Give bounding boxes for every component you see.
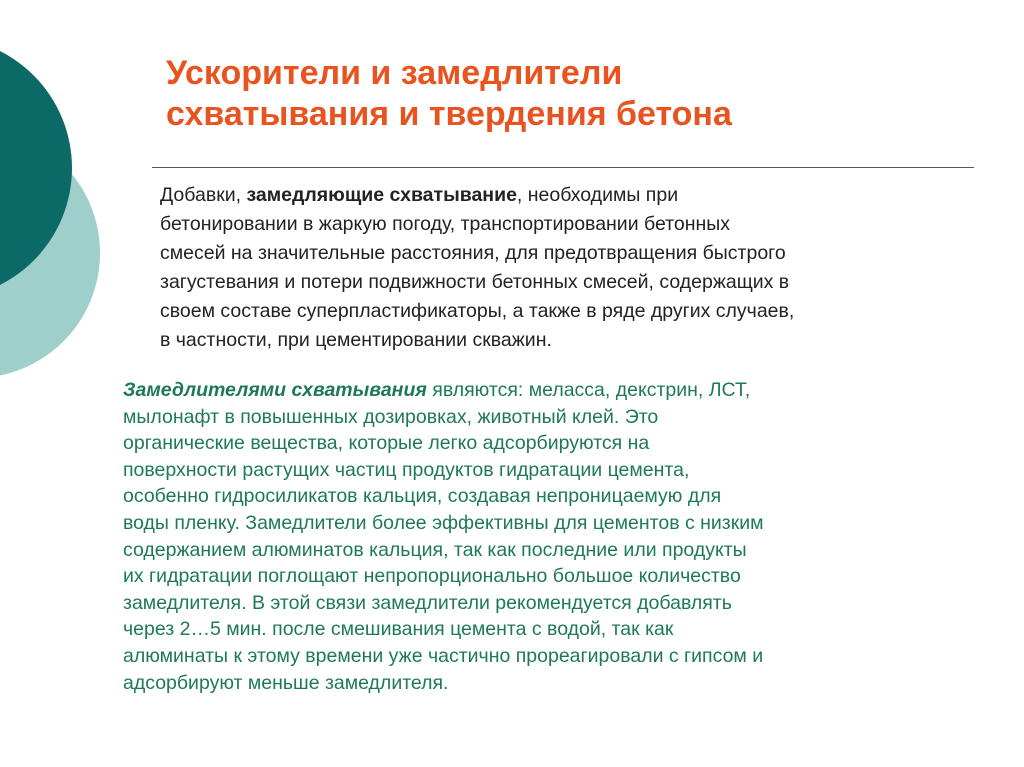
- paragraph1-line-3: смесей на значительные расстояния, для предотвращения быстрого: [160, 242, 786, 264]
- title-divider: [152, 167, 974, 168]
- paragraph2-line-5: особенно гидросиликатов кальция, создавая непроницаемую для: [123, 485, 722, 508]
- paragraph-retarders-usage: [160, 181, 990, 355]
- paragraph2-line-2: мылонафт в повышенных дозировках, животный клей. Это: [123, 405, 659, 428]
- paragraph2-line-4: поверхности растущих частиц продуктов гидратации цемента,: [123, 458, 690, 481]
- paragraph2-line-10: через 2…5 мин. после смешивания цемента с водой, так как: [123, 618, 674, 641]
- paragraph1-line-1-rest: , необходимы при: [516, 184, 679, 206]
- paragraph-retarders-list: [123, 377, 993, 696]
- paragraph1-line-5: своем составе суперпластификаторы, а также в ряде других случаев,: [160, 300, 795, 322]
- paragraph2-line-6: воды пленку. Замедлители более эффективны для цементов с низким: [123, 511, 764, 534]
- paragraph1-line-2: бетонировании в жаркую погоду, транспортировании бетонных: [160, 213, 731, 235]
- paragraph1-bold-term: замедляющие схватывание: [246, 184, 517, 206]
- title-line-2: схватывания и твердения бетона: [166, 95, 732, 133]
- paragraph2-line-3: органические вещества, которые легко адсорбируются на: [123, 432, 650, 455]
- paragraph2-line-7: содержанием алюминатов кальция, так как последние или продукты: [123, 538, 747, 561]
- paragraph1-line-1: [160, 181, 990, 210]
- slide-title: [166, 53, 732, 135]
- paragraph1-line-4: загустевания и потери подвижности бетонных смесей, содержащих в: [160, 271, 790, 293]
- title-line-1: Ускорители и замедлители: [166, 54, 623, 92]
- paragraph2-emphasis-term: Замедлителями схватывания: [123, 379, 427, 401]
- paragraph2-line-1: [123, 377, 993, 404]
- paragraph2-line-12: адсорбируют меньше замедлителя.: [123, 671, 449, 694]
- paragraph2-line-1-rest: являются: меласса, декстрин, ЛСТ,: [426, 379, 751, 401]
- paragraph2-line-11: алюминаты к этому времени уже частично прореагировали с гипсом и: [123, 644, 764, 667]
- paragraph1-line-6: в частности, при цементировании скважин.: [160, 329, 552, 351]
- paragraph2-line-9: замедлителя. В этой связи замедлители рекомендуется добавлять: [123, 591, 732, 614]
- paragraph2-line-8: их гидратации поглощают непропорционально большое количество: [123, 565, 741, 588]
- paragraph1-intro: Добавки,: [160, 184, 247, 206]
